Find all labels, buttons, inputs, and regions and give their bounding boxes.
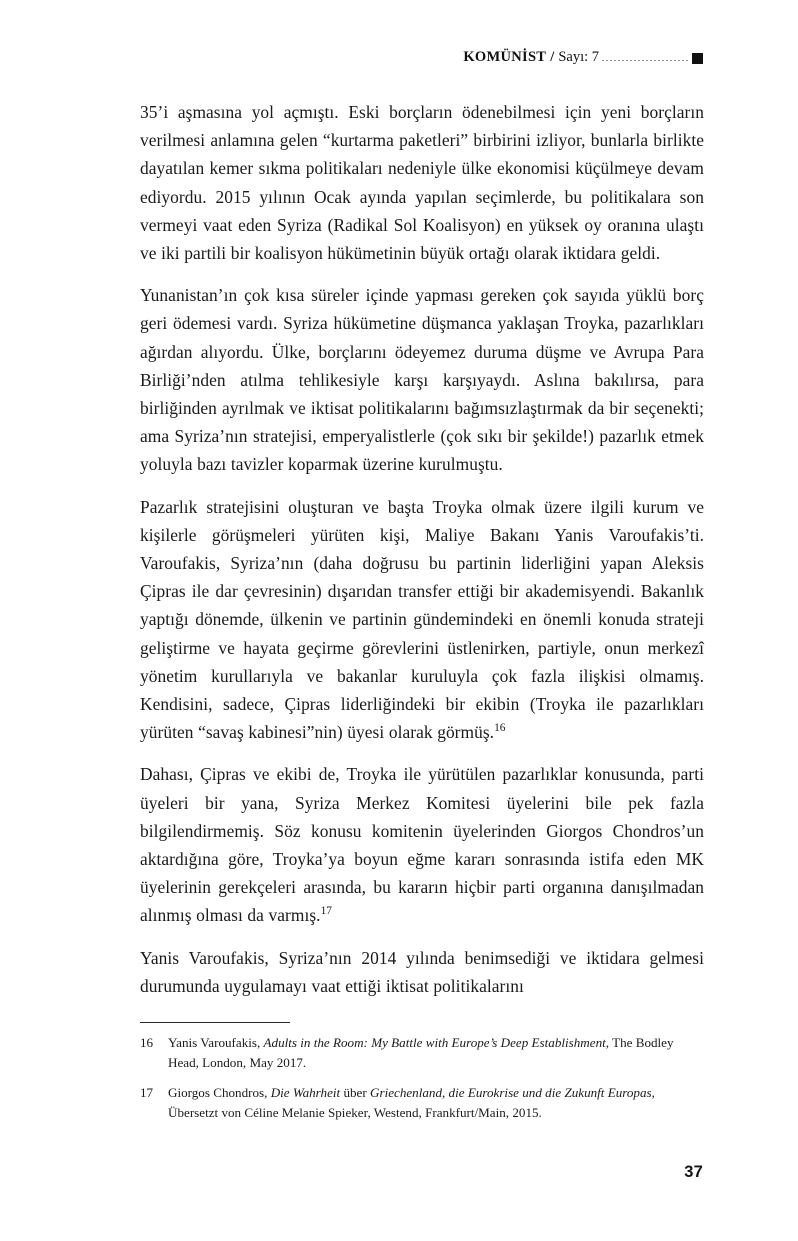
page-number: 37 bbox=[684, 1163, 703, 1181]
footnote-reference-17[interactable]: 17 bbox=[320, 905, 332, 918]
paragraph-4-text: Dahası, Çipras ve ekibi de, Troyka ile yürütülen pazarlıklar konusunda, parti üyeleri bir yana, Syriza Merkez Komitesi üyelerini bile pek fazla bilgilendirmemiş. Söz konusu komitenin üyelerinden Giorgos Chondros’un aktardığına göre, Troyka’ya boyun eğme kararı sonrasında istifa eden MK üyelerinin gerekçeleri arasında, bu kararın hiçbir parti organına danışılmadan alınmış olması da varmış. bbox=[140, 764, 704, 926]
running-header bbox=[140, 46, 703, 68]
paragraph-4 bbox=[140, 760, 704, 929]
filled-square-icon bbox=[692, 53, 703, 64]
footnote-number-16: 16 bbox=[140, 1035, 154, 1050]
paragraph-3 bbox=[140, 493, 704, 747]
paragraph-3-text: Pazarlık stratejisini oluşturan ve başta Troyka olmak üzere ilgili kurum ve kişilerle görüşmeleri yürüten kişi, Maliye Bakanı Yanis Varoufakis’ti. Varoufakis, Syriza’nın (daha doğrusu bu partinin liderliğini yapan Aleksis Çipras ile dar çevresinin) dışarıdan transfer ettiği bir akademisyendi. Bakanlık yaptığı dönemde, ülkenin ve partinin gündemindeki en önemli konuda strateji geliştirme ve hayata geçirme görevlerini üstlenirken, partiyle, onun merkezî yönetim kurullarıyla ve bakanlar kuruluyla çok fazla ilişkisi olmamış. Kendisini, sadece, Çipras liderliğindeki bir ekibin (Troyka ile pazarlıkları yürüten “savaş kabinesi”nin) üyesi olarak görmüş. bbox=[140, 496, 704, 743]
paragraph-2: Yunanistan’ın çok kısa süreler içinde yapması gereken çok sayıda yüklü borç geri ödemesi vardı. Syriza hükümetine düşmanca yaklaşan Troyka, pazarlıkları ağırdan alıyordu. Ülke, borçlarını ödeyemez duruma düşme ve Avrupa Para Birliği’nden atılma tehlikesiyle karşı karşıyaydı. Aslına bakılırsa, para birliğinden ayrılmak ve iktisat politikalarını bağımsızlaştırmak da bir seçenekti; ama Syriza’nın stratejisi, emperyalistlerle (çok sıkı bir şekilde!) pazarlık etmek yoluyla bazı tavizler koparmak üzerine kurulmuştu. bbox=[140, 285, 704, 475]
footnote-item-16 bbox=[140, 1033, 704, 1073]
footnote-separator-rule bbox=[140, 1022, 290, 1023]
paragraph-1: 35’i aşmasına yol açmıştı. Eski borçların ödenebilmesi için yeni borçların verilmesi anlamına gelen “kurtarma paketleri” birbirini izliyor, bunlarla birlikte dayatılan kemer sıkma politikaları nedeniyle ülke ekonomisi küçülmeye devam ediyordu. 2015 yılının Ocak ayında yapılan seçimlerde, bu politikalara son vermeyi vaat eden Syriza (Radikal Sol Koalisyon) en yüksek oy oranına ulaştı ve iki partili bir koalisyon hükümetinin büyük ortağı olarak iktidara geldi. bbox=[140, 102, 704, 264]
body-text-column bbox=[140, 98, 704, 1000]
header-publication-title: KOMÜNİST bbox=[463, 48, 547, 65]
footnote-text-16: Yanis Varoufakis, Adults in the Room: My Battle with Europe’s Deep Establishment, The Bodley Head, London, May 2017. bbox=[168, 1035, 674, 1070]
footnotes-section bbox=[140, 1022, 704, 1123]
header-separator: / bbox=[550, 48, 555, 65]
header-dotted-rule bbox=[601, 60, 689, 61]
paragraph-5: Yanis Varoufakis, Syriza’nın 2014 yılında benimsediği ve iktidara gelmesi durumunda uygulamayı vaat ettiği iktisat politikalarını bbox=[140, 947, 704, 996]
footnote-text-17: Giorgos Chondros, Die Wahrheit über Griechenland, die Eurokrise und die Zukunft Europas, Übersetzt von Céline Melanie Spieker, Westend, Frankfurt/Main, 2015. bbox=[168, 1085, 655, 1120]
footnote-reference-16[interactable]: 16 bbox=[494, 722, 506, 735]
footnote-item-17 bbox=[140, 1083, 704, 1123]
footnote-number-17: 17 bbox=[140, 1085, 154, 1100]
header-issue-number: Sayı: 7 bbox=[558, 48, 599, 65]
